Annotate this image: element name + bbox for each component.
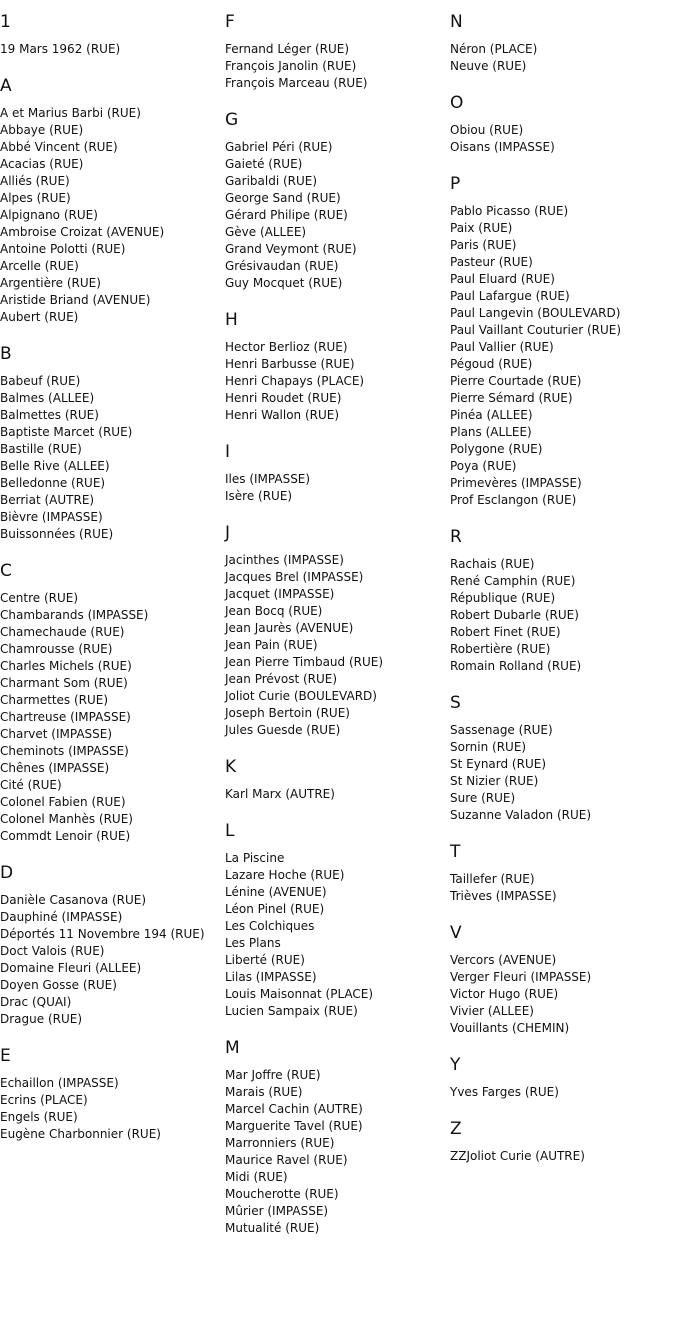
street-item: Sure (RUE): [450, 791, 516, 805]
street-item: Abbaye (RUE): [0, 123, 84, 137]
street-item: Paris (RUE): [450, 238, 517, 252]
street-item: Primevères (IMPASSE): [450, 476, 582, 490]
street-item: Jean Bocq (RUE): [225, 604, 323, 618]
street-item: Fernand Léger (RUE): [225, 42, 350, 56]
street-item: Sassenage (RUE): [450, 723, 553, 737]
street-list: [0, 892, 225, 1028]
street-item: Taillefer (RUE): [450, 872, 535, 886]
street-item: Lénine (AVENUE): [225, 885, 327, 899]
street-item: Pablo Picasso (RUE): [450, 204, 569, 218]
street-item: Echaillon (IMPASSE): [0, 1076, 119, 1090]
street-item: Pierre Courtade (RUE): [450, 374, 582, 388]
street-item: Domaine Fleuri (ALLEE): [0, 961, 142, 975]
street-item: Jacquet (IMPASSE): [225, 587, 335, 601]
street-item: Belle Rive (ALLEE): [0, 459, 110, 473]
street-item: Charmettes (RUE): [0, 693, 109, 707]
street-item: Léon Pinel (RUE): [225, 902, 325, 916]
street-item: Chambarands (IMPASSE): [0, 608, 149, 622]
street-item: Henri Roudet (RUE): [225, 391, 342, 405]
street-item: Baptiste Marcet (RUE): [0, 425, 133, 439]
street-item: Colonel Manhès (RUE): [0, 812, 133, 826]
street-item: Gérard Philipe (RUE): [225, 208, 348, 222]
letter-section: [0, 862, 225, 1028]
street-item: Vivier (ALLEE): [450, 1004, 534, 1018]
street-item: Verger Fleuri (IMPASSE): [450, 970, 592, 984]
street-list: [0, 373, 225, 543]
street-list: [450, 122, 675, 156]
street-item: Joliot Curie (BOULEVARD): [225, 689, 377, 703]
street-list: [450, 722, 675, 824]
street-item: Berriat (AUTRE): [0, 493, 95, 507]
street-item: St Eynard (RUE): [450, 757, 546, 771]
street-list: [450, 556, 675, 675]
street-item: Paul Lafargue (RUE): [450, 289, 570, 303]
street-item: Yves Farges (RUE): [450, 1085, 559, 1099]
street-item: Marais (RUE): [225, 1085, 303, 1099]
street-item: A et Marius Barbi (RUE): [0, 106, 141, 120]
street-list: [225, 471, 450, 505]
letter-heading: H: [225, 310, 238, 330]
street-item: Aristide Briand (AVENUE): [0, 293, 151, 307]
index-column: [0, 11, 225, 1160]
street-item: Plans (ALLEE): [450, 425, 532, 439]
street-item: Pierre Sémard (RUE): [450, 391, 573, 405]
street-item: Karl Marx (AUTRE): [225, 787, 335, 801]
street-list: [225, 41, 450, 92]
street-item: Cheminots (IMPASSE): [0, 744, 129, 758]
street-list: [225, 786, 450, 803]
letter-section: [225, 441, 450, 505]
letter-heading: V: [450, 923, 462, 943]
street-list: [0, 105, 225, 326]
index-column: [225, 11, 450, 1254]
street-list: [225, 139, 450, 292]
street-item: Cité (RUE): [0, 778, 62, 792]
street-item: Alpes (RUE): [0, 191, 71, 205]
street-item: Babeuf (RUE): [0, 374, 81, 388]
street-item: Gève (ALLEE): [225, 225, 307, 239]
street-item: Déportés 11 Novembre 194 (RUE): [0, 927, 205, 941]
street-item: Centre (RUE): [0, 591, 79, 605]
index-column: [450, 11, 675, 1182]
street-item: Jean Jaurès (AVENUE): [225, 621, 354, 635]
street-item: Jean Pierre Timbaud (RUE): [225, 655, 384, 669]
street-item: La Piscine: [225, 851, 285, 865]
street-item: Garibaldi (RUE): [225, 174, 318, 188]
street-item: Charmant Som (RUE): [0, 676, 128, 690]
street-item: Henri Wallon (RUE): [225, 408, 340, 422]
letter-heading: I: [225, 442, 231, 462]
street-item: Commdt Lenoir (RUE): [0, 829, 131, 843]
street-item: Rachais (RUE): [450, 557, 535, 571]
street-item: Colonel Fabien (RUE): [0, 795, 126, 809]
street-item: Robert Dubarle (RUE): [450, 608, 579, 622]
street-item: Mûrier (IMPASSE): [225, 1204, 329, 1218]
letter-section: [450, 92, 675, 156]
street-item: Gaieté (RUE): [225, 157, 303, 171]
street-item: Pasteur (RUE): [450, 255, 533, 269]
street-item: Antoine Polotti (RUE): [0, 242, 126, 256]
street-item: Aubert (RUE): [0, 310, 79, 324]
letter-heading: 1: [0, 12, 11, 32]
street-item: Drac (QUAI): [0, 995, 72, 1009]
letter-heading: Z: [450, 1119, 462, 1139]
street-item: Lucien Sampaix (RUE): [225, 1004, 358, 1018]
street-item: Vercors (AVENUE): [450, 953, 557, 967]
street-item: Chartreuse (IMPASSE): [0, 710, 131, 724]
letter-heading: C: [0, 561, 12, 581]
street-item: Pégoud (RUE): [450, 357, 533, 371]
letter-section: [0, 343, 225, 543]
street-item: Isère (RUE): [225, 489, 293, 503]
street-item: 19 Mars 1962 (RUE): [0, 42, 121, 56]
street-item: Vouillants (CHEMIN): [450, 1021, 570, 1035]
letter-heading: E: [0, 1046, 11, 1066]
letter-section: [0, 1045, 225, 1143]
street-list: [450, 1148, 675, 1165]
letter-section: [225, 309, 450, 424]
letter-section: [450, 922, 675, 1037]
letter-section: [225, 1037, 450, 1237]
street-item: Engels (RUE): [0, 1110, 78, 1124]
street-item: Jacinthes (IMPASSE): [225, 553, 344, 567]
street-item: Argentière (RUE): [0, 276, 101, 290]
letter-section: [0, 11, 225, 58]
street-list: [450, 871, 675, 905]
letter-heading: R: [450, 527, 462, 547]
street-item: Paul Eluard (RUE): [450, 272, 555, 286]
letter-heading: N: [450, 12, 463, 32]
street-item: Drague (RUE): [0, 1012, 83, 1026]
street-item: Jean Pain (RUE): [225, 638, 318, 652]
street-item: Bièvre (IMPASSE): [0, 510, 103, 524]
street-item: Joseph Bertoin (RUE): [225, 706, 350, 720]
letter-heading: B: [0, 344, 12, 364]
street-item: Neuve (RUE): [450, 59, 527, 73]
street-item: Acacias (RUE): [0, 157, 84, 171]
street-item: Alliés (RUE): [0, 174, 70, 188]
letter-heading: T: [450, 842, 461, 862]
street-item: Obiou (RUE): [450, 123, 524, 137]
letter-section: [0, 75, 225, 326]
street-item: Midi (RUE): [225, 1170, 288, 1184]
street-item: François Marceau (RUE): [225, 76, 368, 90]
street-item: Mutualité (RUE): [225, 1221, 320, 1235]
street-item: Oisans (IMPASSE): [450, 140, 555, 154]
letter-section: [0, 560, 225, 845]
street-list: [225, 1067, 450, 1237]
street-item: Les Plans: [225, 936, 281, 950]
street-item: Buissonnées (RUE): [0, 527, 114, 541]
street-item: St Nizier (RUE): [450, 774, 539, 788]
street-item: Chênes (IMPASSE): [0, 761, 110, 775]
street-list: [450, 41, 675, 75]
letter-heading: D: [0, 863, 14, 883]
street-item: Maurice Ravel (RUE): [225, 1153, 348, 1167]
street-item: Paul Vaillant Couturier (RUE): [450, 323, 622, 337]
street-item: Eugène Charbonnier (RUE): [0, 1127, 161, 1141]
street-item: George Sand (RUE): [225, 191, 341, 205]
street-item: Marronniers (RUE): [225, 1136, 335, 1150]
street-item: Marcel Cachin (AUTRE): [225, 1102, 363, 1116]
street-item: Charles Michels (RUE): [0, 659, 132, 673]
letter-heading: G: [225, 110, 239, 130]
street-item: Hector Berlioz (RUE): [225, 340, 348, 354]
letter-section: [450, 1118, 675, 1165]
street-item: Balmettes (RUE): [0, 408, 99, 422]
street-item: Doct Valois (RUE): [0, 944, 105, 958]
street-item: Balmes (ALLEE): [0, 391, 95, 405]
street-item: Polygone (RUE): [450, 442, 543, 456]
street-item: Victor Hugo (RUE): [450, 987, 559, 1001]
letter-section: [450, 173, 675, 509]
street-item: Paix (RUE): [450, 221, 513, 235]
street-item: Charvet (IMPASSE): [0, 727, 113, 741]
letter-heading: F: [225, 12, 235, 32]
street-item: Louis Maisonnat (PLACE): [225, 987, 374, 1001]
street-item: Belledonne (RUE): [0, 476, 106, 490]
letter-section: [450, 841, 675, 905]
letter-heading: K: [225, 757, 237, 777]
street-list: [225, 850, 450, 1020]
letter-section: [225, 756, 450, 803]
street-item: Iles (IMPASSE): [225, 472, 311, 486]
street-item: ZZJoliot Curie (AUTRE): [450, 1149, 585, 1163]
street-item: Pinéa (ALLEE): [450, 408, 533, 422]
street-item: Trièves (IMPASSE): [450, 889, 557, 903]
letter-section: [450, 692, 675, 824]
letter-heading: J: [225, 523, 231, 543]
letter-section: [450, 526, 675, 675]
street-list: [225, 552, 450, 739]
street-list: [225, 339, 450, 424]
street-item: François Janolin (RUE): [225, 59, 357, 73]
street-list: [450, 203, 675, 509]
street-item: Paul Langevin (BOULEVARD): [450, 306, 621, 320]
street-item: Moucherotte (RUE): [225, 1187, 339, 1201]
street-item: Liberté (RUE): [225, 953, 305, 967]
street-item: Grésivaudan (RUE): [225, 259, 339, 273]
street-item: Arcelle (RUE): [0, 259, 79, 273]
letter-heading: P: [450, 174, 461, 194]
street-item: Paul Vallier (RUE): [450, 340, 554, 354]
letter-section: [450, 1054, 675, 1101]
street-item: Lilas (IMPASSE): [225, 970, 317, 984]
letter-heading: S: [450, 693, 461, 713]
street-list: [0, 1075, 225, 1143]
letter-section: [450, 11, 675, 75]
letter-heading: A: [0, 76, 12, 96]
street-item: Abbé Vincent (RUE): [0, 140, 118, 154]
street-item: Jean Prévost (RUE): [225, 672, 338, 686]
street-list: [450, 952, 675, 1037]
street-item: Guy Mocquet (RUE): [225, 276, 343, 290]
street-item: Alpignano (RUE): [0, 208, 98, 222]
street-item: Lazare Hoche (RUE): [225, 868, 345, 882]
street-item: Ambroise Croizat (AVENUE): [0, 225, 165, 239]
letter-section: [225, 11, 450, 92]
letter-heading: M: [225, 1038, 240, 1058]
street-item: République (RUE): [450, 591, 556, 605]
letter-heading: O: [450, 93, 464, 113]
letter-section: [225, 820, 450, 1020]
street-item: Henri Chapays (PLACE): [225, 374, 365, 388]
street-item: Doyen Gosse (RUE): [0, 978, 117, 992]
street-item: Robertière (RUE): [450, 642, 551, 656]
letter-heading: Y: [450, 1055, 461, 1075]
street-item: Robert Finet (RUE): [450, 625, 561, 639]
street-item: Prof Esclangon (RUE): [450, 493, 577, 507]
street-list: [450, 1084, 675, 1101]
letter-heading: L: [225, 821, 235, 841]
street-item: Gabriel Péri (RUE): [225, 140, 333, 154]
street-item: Henri Barbusse (RUE): [225, 357, 355, 371]
street-item: Néron (PLACE): [450, 42, 538, 56]
street-item: Dauphiné (IMPASSE): [0, 910, 123, 924]
street-item: Chamrousse (RUE): [0, 642, 113, 656]
street-list: [0, 41, 225, 58]
street-item: Danièle Casanova (RUE): [0, 893, 147, 907]
street-item: Marguerite Tavel (RUE): [225, 1119, 363, 1133]
street-list: [0, 590, 225, 845]
street-item: René Camphin (RUE): [450, 574, 576, 588]
street-item: Grand Veymont (RUE): [225, 242, 357, 256]
street-item: Mar Joffre (RUE): [225, 1068, 321, 1082]
street-item: Ecrins (PLACE): [0, 1093, 88, 1107]
street-item: Bastille (RUE): [0, 442, 82, 456]
street-item: Poya (RUE): [450, 459, 517, 473]
street-item: Sornin (RUE): [450, 740, 527, 754]
street-item: Suzanne Valadon (RUE): [450, 808, 592, 822]
letter-section: [225, 109, 450, 292]
street-item: Romain Rolland (RUE): [450, 659, 582, 673]
street-item: Jules Guesde (RUE): [225, 723, 341, 737]
street-item: Jacques Brel (IMPASSE): [225, 570, 364, 584]
street-item: Chamechaude (RUE): [0, 625, 125, 639]
street-item: Les Colchiques: [225, 919, 315, 933]
letter-section: [225, 522, 450, 739]
